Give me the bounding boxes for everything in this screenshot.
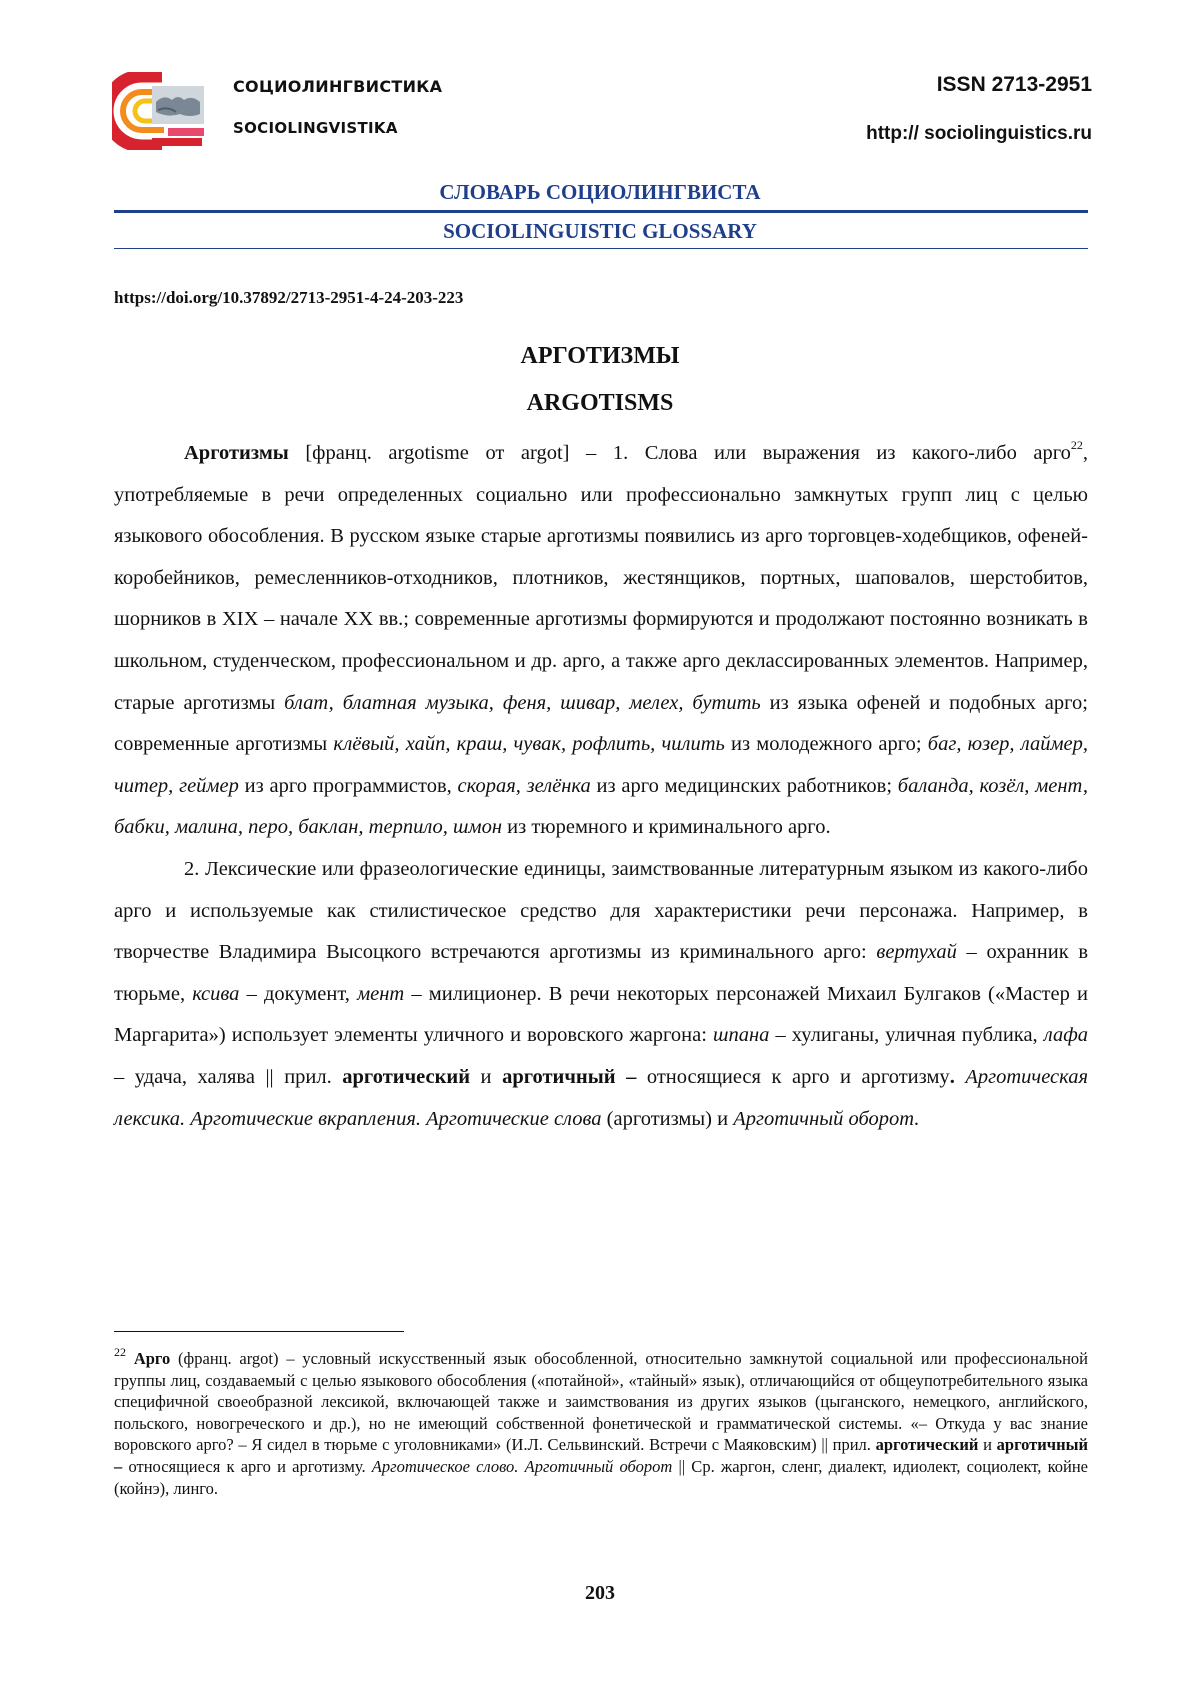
section-rule-top — [114, 210, 1088, 213]
paragraph-1: Арготизмы [франц. argotisme от argot] – 1. Слова или выражения из какого-либо арго$^{22}$, употребляемые в речи определенных социально или профессионально замкнутых групп лиц с целью языкового обособления. В русском языке старые арготизмы появились из арго торговцев-ходебщиков, офеней-коробейников, ремесленников-отходников, плотников, жестянщиков, портных, шаповалов, шерстобитов, шорников в XIX – начале XX вв.; современные арготизмы формируются и продолжают постоянно возникать в школьном, студенческом, профессиональном и др. арго, а также арго деклассированных элементов. Например, старые арготизмы блат, блатная музыка, феня, шивар, мелех, бутить из языка офеней и подобных арго; современные арготизмы клёвый, хайп, краш, чувак, рофлить, чилить из молодежного арго; баг, юзер, лаймер, читер, геймер из арго программистов, скорая, зелёнка из арго медицинских работников; баланда, козёл, мент, бабки, малина, перо, баклан, терпило, шмон из тюремного и криминального арго. — [114, 438, 1089, 839]
journal-url[interactable]: http:// sociolinguistics.ru — [866, 123, 1092, 144]
section-title-ru: СЛОВАРЬ СОЦИОЛИНГВИСТА — [439, 180, 761, 204]
page-number: 203 — [585, 1582, 615, 1604]
journal-title-ru: СОЦИОЛИНГВИСТИКА — [233, 77, 443, 96]
term: Арготизмы — [184, 442, 289, 464]
doi-link[interactable]: https://doi.org/10.37892/2713-2951-4-24-203-223 — [114, 288, 464, 307]
article-title-ru: АРГОТИЗМЫ — [520, 343, 680, 369]
footnote-number: 22 — [114, 1344, 126, 1359]
article-title-en: ARGOTISMS — [526, 390, 674, 416]
article-body — [114, 433, 1088, 1140]
paragraph-2: 2. Лексические или фразеологические единицы, заимствованные литературным языком из какого-либо арго и используемые как стилистическое средство для характеристики речи персонажа. Например, в творчестве Владимира Высоцкого встречаются арготизмы из криминального арго: вертухай – охранник в тюрьме, ксива – документ, мент – милиционер. В речи некоторых персонажей Михаил Булгаков («Мастер и Маргарита») использует элементы уличного и воровского жаргона: шпана – хулиганы, уличная публика, лафа – удача, халява || прил. арготический и арготичный – относящиеся к арго и арготизму. Арготическая лексика. Арготические вкрапления. Арготические слова (арготизмы) и Арготичный оборот. — [114, 857, 1088, 1130]
footnote-22: $^{22}$ Арго (франц. argot) – условный искусственный язык обособленной, относительно замкнутой социальной или профессиональной группы лиц, создаваемый с целью языкового обособления («потайной», «тайный» язык), отличающийся от общеупотребительного языка специфичной своеобразной лексикой, включающей также и заимствования из других языков (цыганского, немецкого, английского, польского, новогреческого и др.), но не имеющий собственной фонетической и грамматической системы. «– Откуда у вас знание воровского арго? – Я сидел в тюрьме с уголовниками» (И.Л. Сельвинский. Встречи с Маяковским) || прил. арготический и арготичный – относящиеся к арго и арготизму. Арготическое слово. Арготичный оборот || Ср. жаргон, сленг, диалект, идиолект, социолект, койне (койнэ), линго. — [114, 1344, 1089, 1498]
section-title-en: SOCIOLINGUISTIC GLOSSARY — [443, 219, 757, 243]
journal-title-en: SOCIOLINGVISTIKA — [233, 119, 398, 137]
section-rule-bottom — [114, 248, 1088, 249]
journal-logo-icon — [112, 72, 212, 150]
issn: ISSN 2713-2951 — [936, 73, 1092, 96]
footnote-rule — [114, 1331, 404, 1332]
footnote-ref[interactable]: 22 — [1070, 438, 1083, 453]
